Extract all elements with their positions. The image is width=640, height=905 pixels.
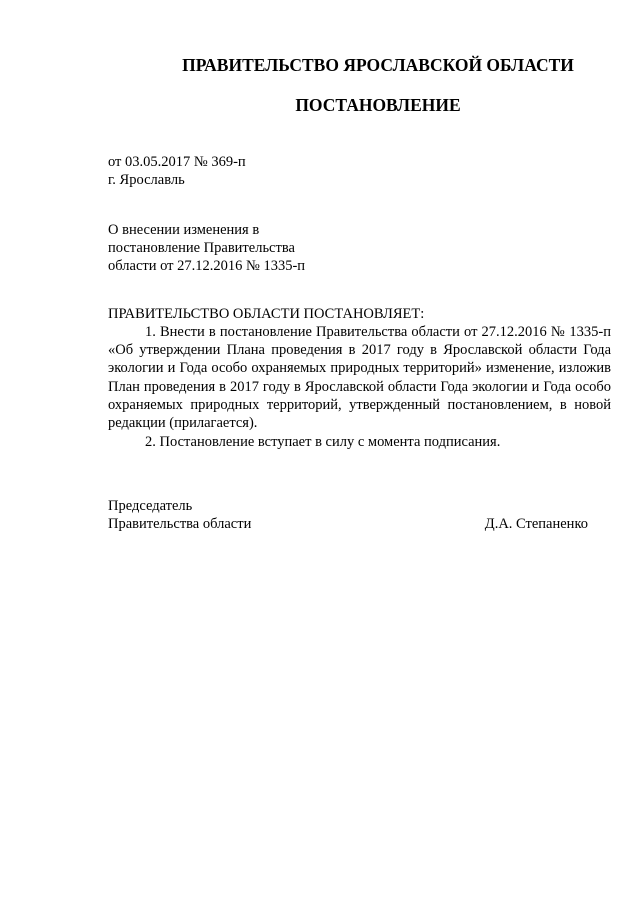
issuing-authority-title: ПРАВИТЕЛЬСТВО ЯРОСЛАВСКОЙ ОБЛАСТИ	[182, 55, 574, 75]
document-type-title: ПОСТАНОВЛЕНИЕ	[295, 95, 461, 115]
decree-intro: ПРАВИТЕЛЬСТВО ОБЛАСТИ ПОСТАНОВЛЯЕТ:	[108, 306, 425, 322]
document-subject	[108, 221, 305, 275]
subject-line: постановление Правительства	[108, 240, 295, 256]
signatory-position-line-1: Председатель	[108, 498, 193, 514]
signatory-position-line-2: Правительства области	[108, 516, 252, 532]
subject-line: О внесении изменения в	[108, 222, 260, 238]
decree-item-2: 2. Постановление вступает в силу с момента подписания.	[145, 434, 501, 450]
document-date-number: от 03.05.2017 № 369-п	[108, 154, 246, 170]
signatory-name: Д.А. Степаненко	[484, 516, 588, 532]
subject-line: области от 27.12.2016 № 1335-п	[108, 258, 306, 274]
document-city: г. Ярославль	[108, 172, 185, 188]
decree-item-1: 1. Внести в постановление Правительства области от 27.12.2016 № 1335-п «Об утверждении Плана проведения в 2017 году в Ярославской области Года экологии и Года особо охраняемых природных территорий» изменение, изложив План проведения в 2017 году в Ярославской области Года экологии и Года особо охраняемых природных территорий, утвержденный постановлением, в новой редакции (прилагается).	[108, 324, 611, 432]
